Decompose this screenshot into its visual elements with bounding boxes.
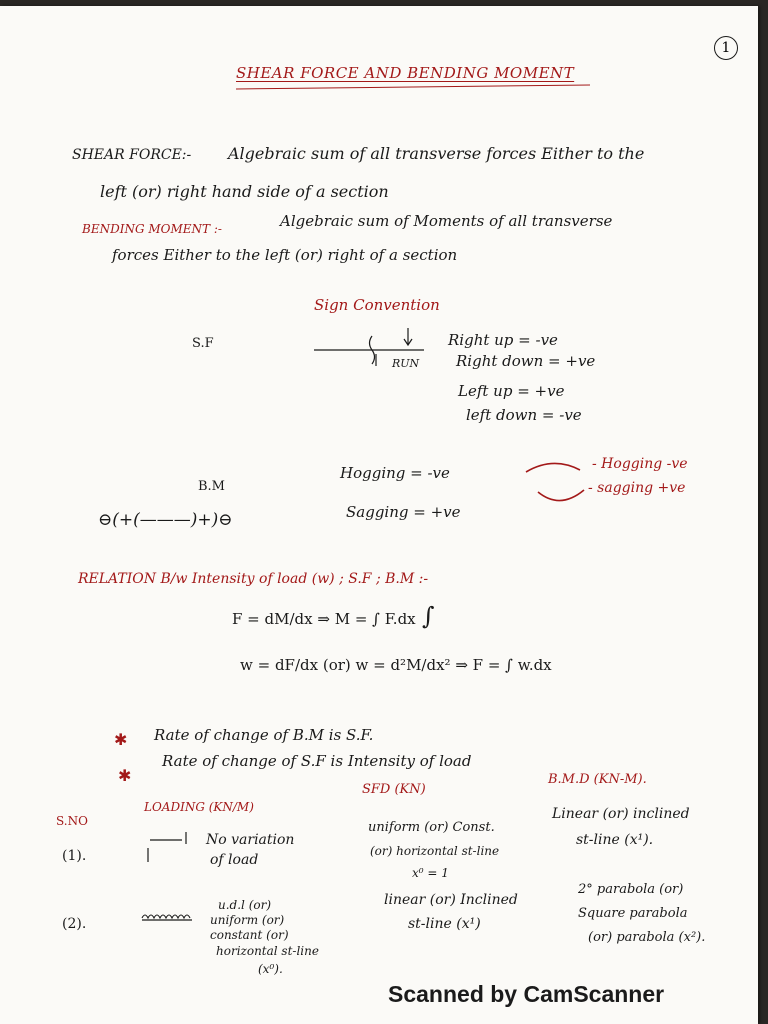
hand-drawn-sketches (0, 6, 758, 1024)
row-1-sfd: uniform (or) Const. (368, 820, 495, 835)
hogging-curve-icon (526, 463, 580, 472)
page-title: SHEAR FORCE AND BENDING MOMENT (236, 64, 575, 82)
row-1-loading: No variation (206, 832, 295, 848)
table-header-loading: LOADING (KN/M) (144, 800, 254, 814)
bending-moment-definition-line1: Algebraic sum of Moments of all transverse (280, 212, 613, 230)
row-2-bmd: 2° parabola (or) (578, 882, 684, 897)
shear-force-definition-line2: left (or) right hand side of a section (100, 182, 389, 201)
shear-force-definition-line1: Algebraic sum of all transverse forces Either to the (228, 144, 645, 163)
page-number: 1 (714, 36, 738, 60)
sign-convention-heading: Sign Convention (314, 296, 440, 314)
row-2-loading: u.d.l (or) (218, 898, 272, 912)
row-1-bmd: Linear (or) inclined (552, 806, 690, 822)
shear-force-label: SHEAR FORCE:- (72, 147, 192, 163)
row-2-loading: uniform (or) (210, 913, 285, 927)
row-2-loading: horizontal st-line (216, 944, 319, 958)
equation-2: w = dF/dx (or) w = d²M/dx² ⇒ F = ∫ w.dx (240, 656, 552, 674)
equation-1: F = dM/dx ⇒ M = ∫ F.dx (232, 610, 416, 628)
sagging-curve-icon (538, 490, 584, 501)
table-header-sfd: SFD (KN) (362, 782, 426, 797)
bending-moment-definition-line2: forces Either to the left (or) right of a section (112, 246, 458, 264)
bm-label: B.M (198, 479, 225, 494)
row-1-sfd: x⁰ = 1 (412, 866, 449, 880)
row-2-bmd: Square parabola (578, 906, 688, 921)
rate-note-2: Rate of change of S.F is Intensity of load (162, 752, 472, 770)
sf-rule: left down = -ve (466, 406, 582, 424)
row-1-bmd: st-line (x¹). (576, 832, 654, 848)
row-1-sfd: (or) horizontal st-line (370, 844, 500, 858)
sagging-note: - sagging +ve (588, 480, 686, 496)
relation-heading: RELATION B/w Intensity of load (w) ; S.F ; B.M :- (78, 571, 429, 587)
camscanner-footer: Scanned by CamScanner (388, 981, 665, 1007)
rate-note-1: Rate of change of B.M is S.F. (154, 726, 374, 744)
row-2-sfd: linear (or) Inclined (384, 892, 518, 908)
row-2-loading: (x⁰). (258, 962, 283, 976)
notebook-page (0, 6, 758, 1024)
beam-sign-sketch: ⊖(+(———)+)⊖ (98, 510, 233, 530)
hogging-rule: Hogging = -ve (340, 464, 450, 482)
row-2-sfd: st-line (x¹) (408, 916, 481, 932)
bullet-star: ✱ (118, 766, 132, 785)
row-2-sno: (2). (62, 916, 87, 932)
sagging-rule: Sagging = +ve (346, 503, 461, 521)
title-underline (236, 85, 590, 89)
row-1-loading: of load (210, 852, 259, 868)
bullet-star: ✱ (114, 730, 128, 749)
integral-sign-icon: ∫ (422, 602, 435, 630)
row-2-bmd: (or) parabola (x²). (588, 930, 706, 945)
bending-moment-label: BENDING MOMENT :- (82, 222, 222, 236)
hogging-note: - Hogging -ve (592, 456, 688, 472)
table-header-bmd: B.M.D (KN-M). (548, 772, 647, 787)
sf-rule: Left up = +ve (458, 382, 565, 400)
run-label: RUN (392, 357, 420, 370)
sf-rule: Right up = -ve (448, 331, 558, 349)
table-header-sno: S.NO (56, 814, 88, 828)
udl-load-icon (142, 915, 190, 918)
sf-label: S.F (192, 336, 214, 351)
sf-rule: Right down = +ve (456, 352, 596, 370)
row-2-loading: constant (or) (210, 928, 289, 942)
row-1-sno: (1). (62, 848, 87, 864)
